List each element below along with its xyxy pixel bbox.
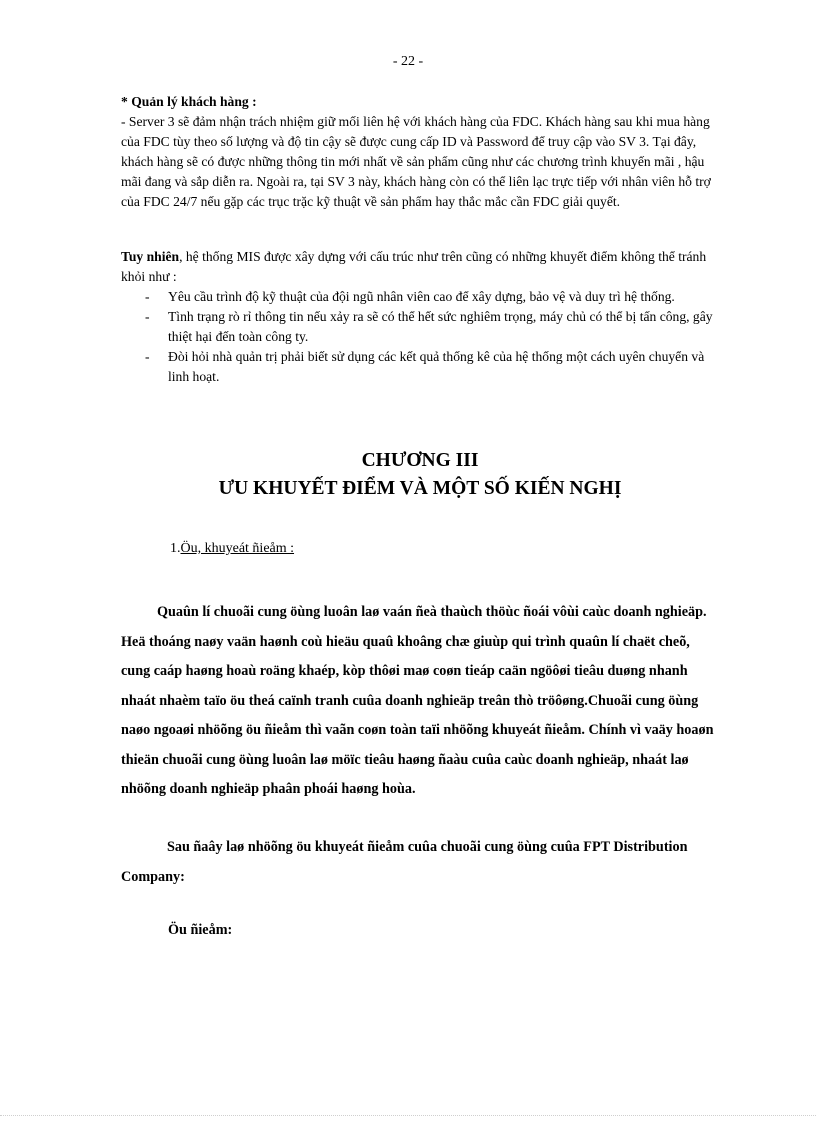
drawbacks-lead-bold: Tuy nhiên bbox=[121, 249, 180, 264]
bullet-dash-icon: - bbox=[145, 309, 150, 324]
bullet-dash-icon: - bbox=[145, 289, 150, 304]
paragraph-2-text: Sau ñaây laø nhöõng öu khuyeát ñieåm cuûa chuoãi cung öùng cuûa FPT Distribution Company: bbox=[121, 839, 688, 885]
drawbacks-lead-text: , hệ thống MIS được xây dựng với cấu trúc như trên cũng có những khuyết điểm không thể tránh khỏi như : bbox=[121, 249, 707, 284]
drawbacks-section bbox=[121, 247, 721, 387]
paragraph-1-text: Quaûn lí chuoãi cung öùng luoân laø vaán ñeà thaùch thöùc ñoái vôùi caùc doanh nghieäp. Heä thoáng naøy vaän haønh coù hieäu quaû khoâng chæ giuùp qui trình quaûn lí chaët cheõ, cung caáp haøng hoaù roäng khaép, kòp thôøi maø coøn tieáp caän ngöôøi tieâu duøng nhanh nhaát nhaèm taïo öu theá caïnh tranh cuûa doanh nghieäp treân thò tröôøng.Chuoãi cung öùng naøo ngoaøi nhöõng öu ñieåm thì vaãn coøn toàn taïi nhöõng khuyeát ñieåm. Chính vì vaäy hoaøn thieän chuoãi cung öùng luoân laø möïc tieâu haøng ñaàu cuûa caùc doanh nghieäp, nhaát laø nhöõng doanh nghieäp phaân phoái haøng hoùa. bbox=[121, 604, 714, 797]
drawback-item bbox=[121, 347, 721, 387]
chapter-name: ƯU KHUYẾT ĐIỂM VÀ MỘT SỐ KIẾN NGHỊ bbox=[218, 478, 622, 499]
subheading-text: Öu, khuyeát ñieåm : bbox=[180, 541, 295, 556]
bullet-dash-icon: - bbox=[145, 349, 150, 364]
page-number: - 22 - bbox=[392, 54, 424, 69]
page-bottom-divider bbox=[0, 1115, 816, 1116]
drawback-item-text: Tình trạng rò rỉ thông tin nếu xảy ra sẽ có thể hết sức nghiêm trọng, máy chủ có thể bị tấn công, gây thiệt hại đến toàn công ty. bbox=[168, 309, 713, 344]
advantages-heading: Öu ñieåm: bbox=[168, 922, 233, 938]
drawbacks-list bbox=[121, 287, 721, 387]
customer-management-text: - Server 3 sẽ đảm nhận trách nhiệm giữ mối liên hệ với khách hàng của FDC. Khách hàng sau khi mua hàng của FDC tùy theo số lượng và độ tin cậy sẽ được cung cấp ID và Password để truy cập vào SV 3. Tại đây, khách hàng sẽ có được những thông tin mới nhất về sản phẩm cũng như các chương trình khuyến mãi , hậu mãi đang và sắp diễn ra. Ngoài ra, tại SV 3 này, khách hàng còn có thể liên lạc trực tiếp với nhân viên hỗ trợ của FDC 24/7 nếu gặp các trục trặc kỹ thuật về sản phẩm hay thắc mắc cần FDC giải quyết. bbox=[121, 114, 711, 209]
drawback-item-text: Yêu cầu trình độ kỹ thuật của đội ngũ nhân viên cao để xây dựng, bảo vệ và duy trì hệ thống. bbox=[168, 289, 675, 304]
chapter-number: CHƯƠNG III bbox=[361, 450, 479, 471]
body-paragraph-2 bbox=[121, 833, 721, 892]
body-paragraph-1 bbox=[121, 598, 721, 805]
subheading-number: 1. bbox=[170, 541, 181, 556]
drawback-item-text: Đòi hỏi nhà quản trị phải biết sử dụng các kết quả thống kê của hệ thống một cách uyên chuyển và linh hoạt. bbox=[168, 349, 705, 384]
customer-management-heading: * Quản lý khách hàng : bbox=[121, 94, 257, 109]
drawbacks-intro bbox=[121, 247, 721, 287]
chapter-title bbox=[0, 447, 816, 503]
section-subheading bbox=[170, 541, 294, 557]
drawback-item bbox=[121, 307, 721, 347]
drawback-item bbox=[121, 287, 721, 307]
customer-management-section bbox=[121, 92, 721, 212]
